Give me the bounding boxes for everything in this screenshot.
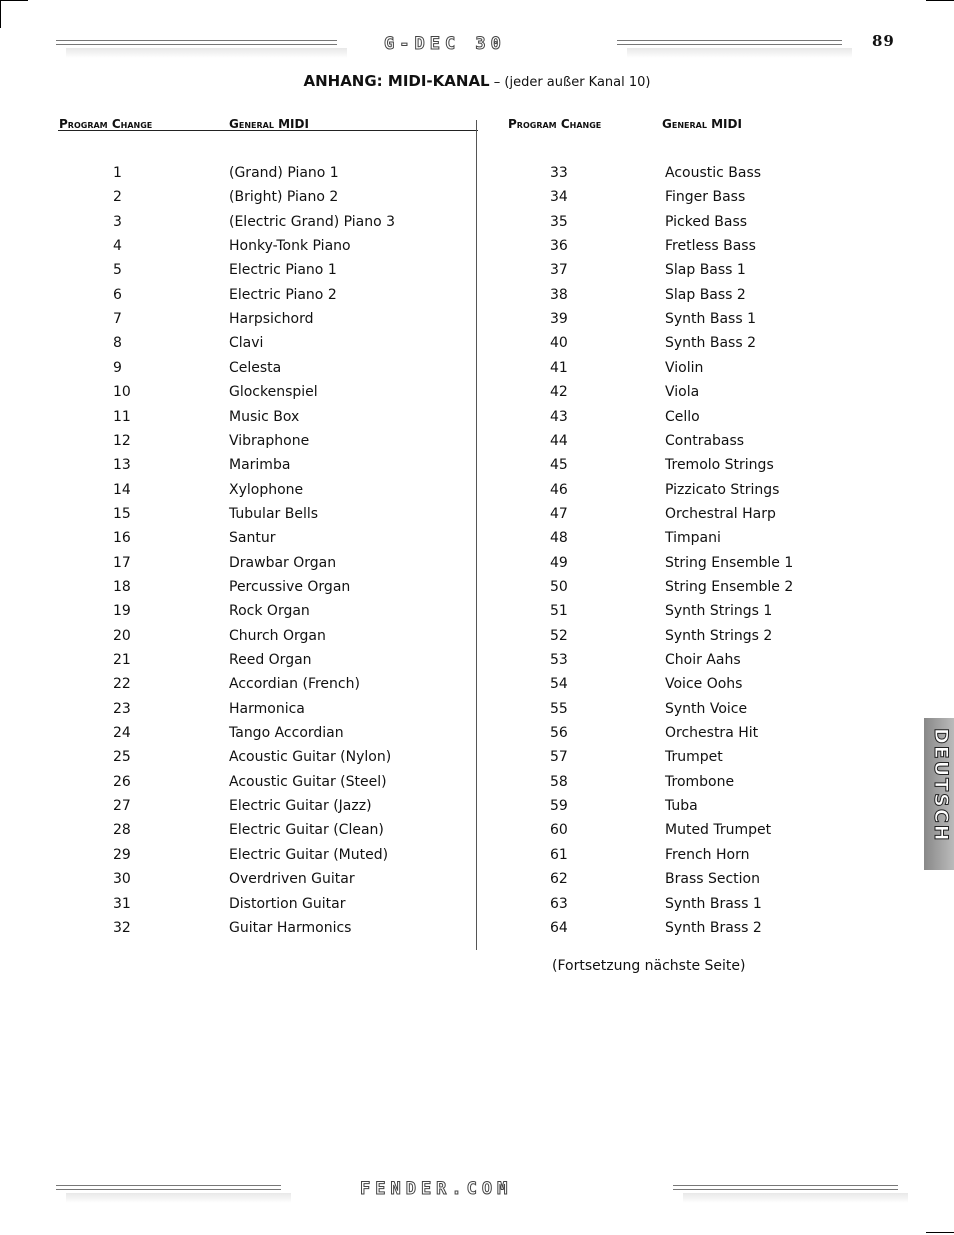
instrument-name: Honky-Tonk Piano	[229, 238, 351, 255]
instrument-name: Drawbar Organ	[229, 554, 337, 571]
instrument-name: Synth Strings 1	[665, 603, 773, 620]
list-item	[0, 820, 900, 840]
instrument-name: Church Organ	[229, 627, 326, 644]
list-item	[0, 674, 900, 694]
left-program-change-header: Program Change	[59, 117, 153, 131]
right-general-midi-header: General MIDI	[662, 117, 742, 131]
header-rule-left-shadow	[66, 48, 347, 58]
page-title-sub: – (jeder außer Kanal 10)	[489, 75, 651, 90]
header-rule-right-shadow	[627, 48, 852, 58]
instrument-name: Acoustic Guitar (Nylon)	[229, 749, 392, 766]
program-number: 26	[113, 773, 131, 790]
continued-note: (Fortsetzung nächste Seite)	[552, 958, 746, 974]
list-item	[0, 407, 900, 427]
crop-mark-top-right	[926, 0, 954, 1]
program-number: 20	[113, 627, 131, 644]
program-number: 64	[550, 919, 568, 936]
program-number: 61	[550, 846, 568, 863]
list-item	[0, 260, 900, 280]
list-item	[0, 796, 900, 816]
list-item	[0, 236, 900, 256]
program-number: 27	[113, 798, 131, 815]
instrument-name: Synth Bass 2	[665, 335, 756, 352]
program-number: 8	[113, 335, 122, 352]
instrument-name: Synth Brass 2	[665, 919, 762, 936]
instrument-name: Rock Organ	[229, 603, 310, 620]
instrument-name: Electric Guitar (Jazz)	[229, 798, 372, 815]
instrument-name: Orchestra Hit	[665, 725, 759, 742]
list-item	[0, 528, 900, 548]
instrument-name: Slap Bass 2	[665, 286, 746, 303]
list-item	[0, 553, 900, 573]
program-number: 9	[113, 359, 122, 376]
list-item	[0, 163, 900, 183]
program-number: 10	[113, 384, 131, 401]
instrument-name: Contrabass	[665, 432, 745, 449]
program-number: 7	[113, 311, 122, 328]
program-number: 4	[113, 238, 122, 255]
program-number: 22	[113, 676, 131, 693]
list-item	[0, 480, 900, 500]
list-item	[0, 626, 900, 646]
language-tab-label: DEUTSCH	[930, 728, 952, 843]
program-number: 55	[550, 700, 568, 717]
instrument-name: String Ensemble 1	[665, 554, 794, 571]
program-number: 52	[550, 627, 568, 644]
program-number: 36	[550, 238, 568, 255]
instrument-name: Synth Bass 1	[665, 311, 756, 328]
list-item	[0, 358, 900, 378]
instrument-name: Choir Aahs	[665, 652, 741, 668]
program-number: 1	[113, 165, 122, 181]
instrument-name: Cello	[665, 408, 700, 425]
instrument-name: Trombone	[665, 773, 735, 790]
program-number: 54	[550, 676, 568, 693]
instrument-name: Viola	[665, 384, 700, 401]
instrument-name: Synth Brass 1	[665, 895, 762, 912]
program-number: 43	[550, 408, 568, 425]
instrument-name: Distortion Guitar	[229, 895, 346, 912]
list-item	[0, 723, 900, 743]
instrument-name: Violin	[665, 359, 704, 376]
program-number: 56	[550, 725, 568, 742]
program-number: 18	[113, 578, 131, 595]
program-number: 60	[550, 822, 568, 839]
instrument-name: Voice Oohs	[665, 676, 743, 693]
page-number: 89	[872, 32, 895, 50]
program-number: 25	[113, 749, 131, 766]
header-underline	[58, 130, 478, 131]
program-number: 46	[550, 481, 568, 498]
program-number: 41	[550, 359, 568, 376]
program-number: 28	[113, 822, 131, 839]
header-rule-left	[56, 40, 337, 45]
header-logo: G-DEC 30	[384, 34, 506, 54]
program-number: 59	[550, 798, 568, 815]
list-item	[0, 333, 900, 353]
program-number: 11	[113, 408, 131, 425]
list-item	[0, 747, 900, 767]
instrument-name: Orchestral Harp	[665, 505, 776, 522]
instrument-name: Synth Strings 2	[665, 627, 773, 644]
program-number: 40	[550, 335, 568, 352]
program-number: 45	[550, 457, 568, 474]
list-item	[0, 455, 900, 475]
instrument-name: Glockenspiel	[229, 384, 318, 401]
program-number: 2	[113, 189, 122, 206]
program-number: 21	[113, 652, 131, 668]
footer-rule-left-shadow	[66, 1193, 291, 1203]
list-item	[0, 431, 900, 451]
program-number: 50	[550, 578, 568, 595]
list-item	[0, 601, 900, 621]
instrument-name: Guitar Harmonics	[229, 919, 352, 936]
list-item	[0, 212, 900, 232]
instrument-name: Muted Trumpet	[665, 822, 772, 839]
list-item	[0, 772, 900, 792]
instrument-name: Xylophone	[229, 481, 304, 498]
program-number: 16	[113, 530, 131, 547]
instrument-name: (Grand) Piano 1	[229, 165, 339, 181]
program-number: 63	[550, 895, 568, 912]
instrument-name: Electric Guitar (Clean)	[229, 822, 384, 839]
program-number: 42	[550, 384, 568, 401]
instrument-name: Tubular Bells	[229, 505, 319, 522]
instrument-name: Brass Section	[665, 871, 760, 888]
program-number: 12	[113, 432, 131, 449]
program-number: 35	[550, 213, 568, 230]
list-item	[0, 382, 900, 402]
list-item	[0, 504, 900, 524]
program-number: 24	[113, 725, 131, 742]
crop-mark-top-left-v	[0, 0, 1, 28]
program-number: 51	[550, 603, 568, 620]
list-item	[0, 894, 900, 914]
left-general-midi-header: General MIDI	[229, 117, 309, 131]
program-number: 48	[550, 530, 568, 547]
instrument-name: Electric Guitar (Muted)	[229, 846, 389, 863]
program-number: 39	[550, 311, 568, 328]
program-number: 37	[550, 262, 568, 279]
program-number: 57	[550, 749, 568, 766]
program-number: 23	[113, 700, 131, 717]
header-rule-right	[617, 40, 842, 45]
program-number: 17	[113, 554, 131, 571]
program-number: 44	[550, 432, 568, 449]
program-number: 6	[113, 286, 122, 303]
program-number: 29	[113, 846, 131, 863]
instrument-name: Marimba	[229, 457, 291, 474]
instrument-name: Vibraphone	[229, 432, 310, 449]
program-number: 15	[113, 505, 131, 522]
instrument-name: Finger Bass	[665, 189, 746, 206]
instrument-name: Santur	[229, 530, 276, 547]
program-number: 49	[550, 554, 568, 571]
instrument-name: (Bright) Piano 2	[229, 189, 339, 206]
instrument-name: Electric Piano 2	[229, 286, 337, 303]
instrument-name: Percussive Organ	[229, 578, 351, 595]
instrument-name: French Horn	[665, 846, 750, 863]
instrument-name: Timpani	[665, 530, 721, 547]
program-number: 13	[113, 457, 131, 474]
instrument-name: Tremolo Strings	[665, 457, 774, 474]
footer-rule-right	[673, 1185, 898, 1190]
instrument-name: Overdriven Guitar	[229, 871, 355, 888]
instrument-name: Trumpet	[665, 749, 723, 766]
crop-mark-top-left-h	[0, 0, 28, 1]
instrument-name: Accordian (French)	[229, 676, 360, 693]
instrument-name: Slap Bass 1	[665, 262, 746, 279]
program-number: 32	[113, 919, 131, 936]
instrument-name: Synth Voice	[665, 700, 748, 717]
instrument-name: Acoustic Bass	[665, 165, 762, 181]
program-number: 19	[113, 603, 131, 620]
footer-rule-left	[56, 1185, 281, 1190]
instrument-name: Fretless Bass	[665, 238, 756, 255]
list-item	[0, 918, 900, 938]
instrument-name: Pizzicato Strings	[665, 481, 780, 498]
program-number: 34	[550, 189, 568, 206]
program-number: 3	[113, 213, 122, 230]
page-title	[0, 72, 954, 90]
instrument-name: Celesta	[229, 359, 282, 376]
list-item	[0, 845, 900, 865]
instrument-name: Electric Piano 1	[229, 262, 337, 279]
instrument-name: Reed Organ	[229, 652, 312, 668]
footer-rule-right-shadow	[683, 1193, 908, 1203]
instrument-name: Music Box	[229, 408, 300, 425]
program-number: 5	[113, 262, 122, 279]
instrument-name: Harpsichord	[229, 311, 314, 328]
instrument-name: Harmonica	[229, 700, 305, 717]
list-item	[0, 650, 900, 670]
program-number: 47	[550, 505, 568, 522]
program-number: 31	[113, 895, 131, 912]
instrument-name: Tango Accordian	[229, 725, 344, 742]
program-number: 33	[550, 165, 568, 181]
program-number: 30	[113, 871, 131, 888]
list-item	[0, 869, 900, 889]
program-number: 58	[550, 773, 568, 790]
instrument-name: Tuba	[665, 798, 698, 815]
instrument-name: (Electric Grand) Piano 3	[229, 213, 396, 230]
list-item	[0, 285, 900, 305]
list-item	[0, 309, 900, 329]
list-item	[0, 699, 900, 719]
program-number: 38	[550, 286, 568, 303]
instrument-name: String Ensemble 2	[665, 578, 794, 595]
list-item	[0, 187, 900, 207]
instrument-name: Acoustic Guitar (Steel)	[229, 773, 387, 790]
crop-mark-bottom-right	[926, 1232, 954, 1233]
page-title-main: ANHANG: MIDI-KANAL	[303, 72, 490, 90]
list-item	[0, 577, 900, 597]
instrument-name: Picked Bass	[665, 213, 748, 230]
program-number: 14	[113, 481, 131, 498]
footer-logo: FENDER.COM	[360, 1179, 513, 1199]
right-program-change-header: Program Change	[508, 117, 602, 131]
program-number: 53	[550, 652, 568, 668]
program-number: 62	[550, 871, 568, 888]
instrument-name: Clavi	[229, 335, 264, 352]
